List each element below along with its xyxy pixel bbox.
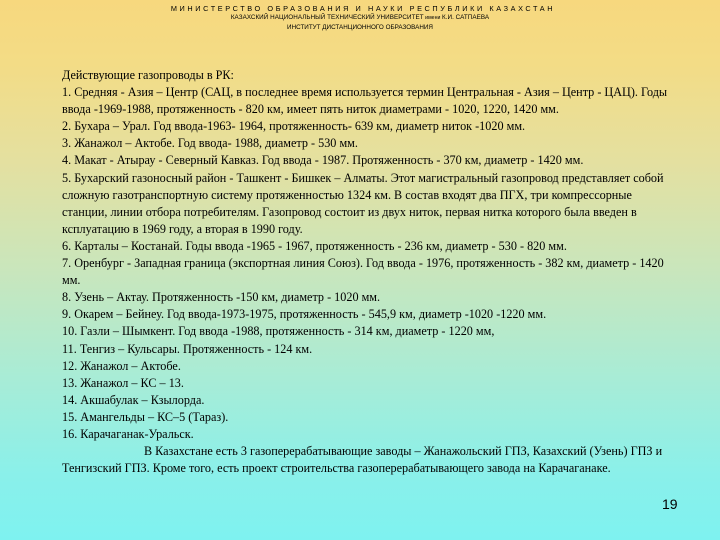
- pipeline-item: 5. Бухарский газоносный район - Ташкент - Бишкек – Алматы. Этот магистральный газопровод представляет собой сложную газотранспортную систему протяженностью 1324 км. В состав входят два ПГХ, три компрессорные станции, линии отбора потребителям. Газопровод состоит из двух ниток, первая нитка которого была введен в ксплуатацию в 1969 году, а вторая в 1990 году.: [62, 170, 664, 236]
- pipeline-item: 13. Жанажол – КС – 13.: [62, 375, 184, 390]
- pipeline-item: 1. Средняя - Азия – Центр (САЦ, в последнее время используется термин Центральная - Азия – Центр - ЦАЦ). Годы ввода -1969-1988, протяженность - 820 км, имеет пять ниток диаметрами - 1020, 1220, 1420 мм.: [62, 85, 668, 117]
- pipeline-item: 14. Акшабулак – Кзылорда.: [62, 392, 205, 407]
- university-title: [0, 13, 720, 23]
- page-number: 19: [662, 496, 678, 512]
- pipeline-item: 10. Газли – Шымкент. Год ввода -1988, протяженность - 314 км, диаметр - 1220 мм,: [62, 324, 495, 339]
- pipeline-item: 15. Амангельды – КС–5 (Тараз).: [62, 409, 229, 424]
- institute-title: ИНСТИТУТ ДИСТАНЦИОННОГО ОБРАЗОВАНИЯ: [287, 24, 433, 31]
- pipeline-item: 8. Узень – Актау. Протяженность -150 км, диаметр - 1020 мм.: [62, 290, 381, 305]
- ministry-title: МИНИСТЕРСТВО ОБРАЗОВАНИЯ И НАУКИ РЕСПУБЛИКИ КАЗАХСТАН: [170, 4, 556, 13]
- pipeline-item: 9. Окарем – Бейнеу. Год ввода-1973-1975, протяженность - 545,9 км, диаметр -1020 -1220 мм.: [62, 307, 547, 322]
- slide-header: [0, 4, 720, 32]
- pipeline-item: 16. Карачаганак-Уральск.: [62, 426, 194, 441]
- pipeline-item: 3. Жанажол – Актобе. Год ввода- 1988, диаметр - 530 мм.: [62, 136, 358, 151]
- university-imeni: имени: [423, 15, 442, 21]
- closing-paragraph: В Казахстане есть 3 газоперерабатывающие заводы – Жанажольский ГПЗ, Казахский (Узень) ГПЗ и Тенгизский ГПЗ. Кроме того, есть проект строительства газоперерабатывающего завода на Карачаганаке.: [62, 444, 663, 476]
- university-name: К.И. САТПАЕВА: [441, 14, 490, 21]
- university-main: КАЗАХСКИЙ НАЦИОНАЛЬНЫЙ ТЕХНИЧЕСКИЙ УНИВЕРСИТЕТ: [230, 14, 424, 21]
- pipeline-item: 2. Бухара – Урал. Год ввода-1963- 1964, протяженность- 639 км, диаметр ниток -1020 мм.: [62, 119, 526, 134]
- pipeline-item: 11. Тенгиз – Кульсары. Протяженность - 124 км.: [62, 341, 313, 356]
- pipeline-item: 7. Оренбург - Западная граница (экспортная линия Союз). Год ввода - 1976, протяженность - 382 км, диаметр - 1420 мм.: [62, 256, 664, 288]
- body-heading: Действующие газопроводы в РК:: [62, 68, 234, 82]
- pipeline-item: 6. Карталы – Костанай. Годы ввода -1965 - 1967, протяженность - 236 км, диаметр - 530 - 820 мм.: [62, 238, 567, 253]
- pipeline-item: 12. Жанажол – Актобе.: [62, 358, 181, 373]
- slide-body: [62, 67, 674, 477]
- pipeline-item: 4. Макат - Атырау - Северный Кавказ. Год ввода - 1987. Протяженность - 370 км, диаметр - 1420 мм.: [62, 153, 584, 168]
